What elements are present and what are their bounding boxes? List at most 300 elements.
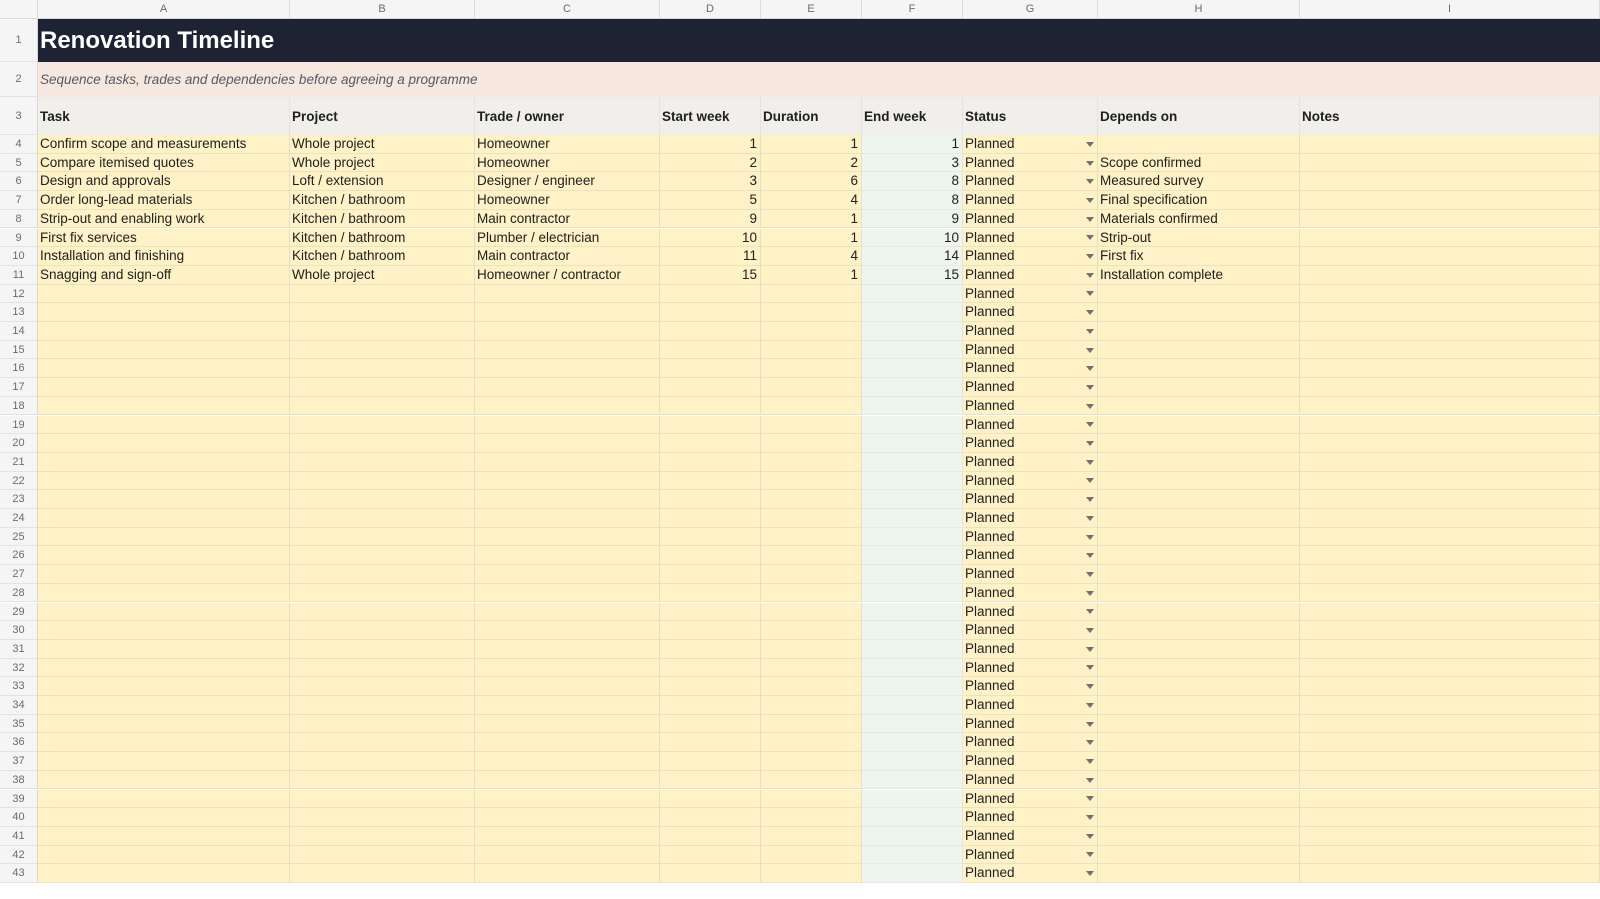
cell-owner[interactable] <box>475 378 660 397</box>
cell-start[interactable] <box>660 733 761 752</box>
cell-end[interactable] <box>862 509 963 528</box>
cell-end[interactable] <box>862 490 963 509</box>
cell-project[interactable] <box>290 397 475 416</box>
row-number[interactable]: 2 <box>0 62 38 97</box>
cell-project[interactable]: Kitchen / bathroom <box>290 247 475 266</box>
cell-owner[interactable] <box>475 322 660 341</box>
dropdown-arrow-icon[interactable] <box>1086 366 1094 371</box>
cell-depends[interactable] <box>1098 378 1300 397</box>
cell-task[interactable] <box>38 677 290 696</box>
row-number[interactable]: 5 <box>0 154 38 173</box>
cell-task[interactable]: Confirm scope and measurements <box>38 135 290 154</box>
cell-status[interactable] <box>963 303 1098 322</box>
cell-owner[interactable]: Homeowner <box>475 135 660 154</box>
cell-duration[interactable] <box>761 621 862 640</box>
cell-status[interactable] <box>963 191 1098 210</box>
header-project[interactable]: Project <box>290 97 475 135</box>
row-number[interactable]: 19 <box>0 416 38 435</box>
cell-task[interactable]: Order long-lead materials <box>38 191 290 210</box>
cell-task[interactable] <box>38 715 290 734</box>
row-number[interactable]: 20 <box>0 434 38 453</box>
header-end-week[interactable]: End week <box>862 97 963 135</box>
cell-end[interactable]: 15 <box>862 266 963 285</box>
row-number[interactable]: 28 <box>0 584 38 603</box>
cell-depends[interactable] <box>1098 584 1300 603</box>
cell-end[interactable]: 14 <box>862 247 963 266</box>
cell-project[interactable] <box>290 322 475 341</box>
cell-end[interactable] <box>862 659 963 678</box>
row-number[interactable]: 11 <box>0 266 38 285</box>
cell-task[interactable] <box>38 509 290 528</box>
dropdown-arrow-icon[interactable] <box>1086 572 1094 577</box>
cell-task[interactable] <box>38 733 290 752</box>
cell-depends[interactable] <box>1098 790 1300 809</box>
cell-owner[interactable] <box>475 490 660 509</box>
cell-project[interactable] <box>290 659 475 678</box>
cell-project[interactable] <box>290 453 475 472</box>
cell-notes[interactable] <box>1300 266 1600 285</box>
cell-end[interactable]: 8 <box>862 172 963 191</box>
cell-depends[interactable] <box>1098 808 1300 827</box>
cell-start[interactable] <box>660 453 761 472</box>
cell-depends[interactable] <box>1098 715 1300 734</box>
cell-end[interactable] <box>862 378 963 397</box>
cell-status[interactable] <box>963 696 1098 715</box>
cell-owner[interactable] <box>475 565 660 584</box>
cell-depends[interactable]: First fix <box>1098 247 1300 266</box>
cell-duration[interactable] <box>761 397 862 416</box>
cell-owner[interactable] <box>475 677 660 696</box>
cell-owner[interactable] <box>475 528 660 547</box>
select-all-corner[interactable] <box>0 0 38 18</box>
cell-status[interactable] <box>963 846 1098 865</box>
cell-project[interactable] <box>290 341 475 360</box>
cell-depends[interactable]: Installation complete <box>1098 266 1300 285</box>
cell-start[interactable] <box>660 846 761 865</box>
cell-start[interactable] <box>660 808 761 827</box>
dropdown-arrow-icon[interactable] <box>1086 198 1094 203</box>
cell-end[interactable] <box>862 397 963 416</box>
cell-project[interactable] <box>290 696 475 715</box>
cell-depends[interactable] <box>1098 603 1300 622</box>
dropdown-arrow-icon[interactable] <box>1086 460 1094 465</box>
cell-owner[interactable]: Main contractor <box>475 247 660 266</box>
row-number[interactable]: 18 <box>0 397 38 416</box>
cell-status[interactable] <box>963 172 1098 191</box>
cell-end[interactable] <box>862 790 963 809</box>
cell-end[interactable] <box>862 472 963 491</box>
cell-duration[interactable] <box>761 846 862 865</box>
dropdown-arrow-icon[interactable] <box>1086 815 1094 820</box>
cell-owner[interactable]: Main contractor <box>475 210 660 229</box>
dropdown-arrow-icon[interactable] <box>1086 385 1094 390</box>
row-number[interactable]: 36 <box>0 733 38 752</box>
cell-project[interactable]: Whole project <box>290 154 475 173</box>
cell-task[interactable]: Strip-out and enabling work <box>38 210 290 229</box>
cell-owner[interactable] <box>475 472 660 491</box>
cell-notes[interactable] <box>1300 546 1600 565</box>
cell-start[interactable] <box>660 771 761 790</box>
dropdown-arrow-icon[interactable] <box>1086 778 1094 783</box>
cell-project[interactable] <box>290 565 475 584</box>
cell-status[interactable] <box>963 808 1098 827</box>
dropdown-arrow-icon[interactable] <box>1086 478 1094 483</box>
cell-start[interactable] <box>660 546 761 565</box>
cell-owner[interactable] <box>475 715 660 734</box>
cell-status[interactable] <box>963 546 1098 565</box>
header-start-week[interactable]: Start week <box>660 97 761 135</box>
cell-task[interactable] <box>38 752 290 771</box>
cell-depends[interactable] <box>1098 359 1300 378</box>
cell-project[interactable] <box>290 827 475 846</box>
cell-end[interactable] <box>862 341 963 360</box>
cell-status[interactable] <box>963 154 1098 173</box>
cell-depends[interactable]: Materials confirmed <box>1098 210 1300 229</box>
cell-end[interactable] <box>862 808 963 827</box>
cell-duration[interactable]: 1 <box>761 266 862 285</box>
cell-notes[interactable] <box>1300 416 1600 435</box>
cell-task[interactable] <box>38 472 290 491</box>
sheet-subtitle[interactable]: Sequence tasks, trades and dependencies before agreeing a programme <box>38 62 1600 97</box>
cell-owner[interactable]: Homeowner <box>475 154 660 173</box>
cell-end[interactable] <box>862 846 963 865</box>
dropdown-arrow-icon[interactable] <box>1086 441 1094 446</box>
cell-end[interactable] <box>862 752 963 771</box>
cell-task[interactable] <box>38 546 290 565</box>
cell-task[interactable] <box>38 827 290 846</box>
dropdown-arrow-icon[interactable] <box>1086 291 1094 296</box>
cell-status[interactable] <box>963 565 1098 584</box>
sheet-title[interactable]: Renovation Timeline <box>38 19 1600 62</box>
cell-owner[interactable] <box>475 341 660 360</box>
cell-task[interactable] <box>38 359 290 378</box>
cell-duration[interactable] <box>761 659 862 678</box>
cell-depends[interactable]: Scope confirmed <box>1098 154 1300 173</box>
cell-start[interactable] <box>660 322 761 341</box>
cell-end[interactable] <box>862 715 963 734</box>
cell-owner[interactable] <box>475 659 660 678</box>
cell-duration[interactable] <box>761 378 862 397</box>
header-duration[interactable]: Duration <box>761 97 862 135</box>
cell-depends[interactable] <box>1098 453 1300 472</box>
cell-project[interactable]: Kitchen / bathroom <box>290 229 475 248</box>
cell-notes[interactable] <box>1300 434 1600 453</box>
dropdown-arrow-icon[interactable] <box>1086 628 1094 633</box>
cell-project[interactable] <box>290 509 475 528</box>
cell-status[interactable] <box>963 359 1098 378</box>
cell-status[interactable] <box>963 453 1098 472</box>
cell-notes[interactable] <box>1300 640 1600 659</box>
cell-duration[interactable] <box>761 715 862 734</box>
row-number[interactable]: 14 <box>0 322 38 341</box>
cell-start[interactable]: 5 <box>660 191 761 210</box>
cell-duration[interactable] <box>761 640 862 659</box>
cell-task[interactable] <box>38 453 290 472</box>
cell-duration[interactable] <box>761 303 862 322</box>
cell-status[interactable] <box>963 733 1098 752</box>
cell-status[interactable] <box>963 266 1098 285</box>
cell-depends[interactable] <box>1098 135 1300 154</box>
cell-depends[interactable]: Measured survey <box>1098 172 1300 191</box>
cell-depends[interactable]: Final specification <box>1098 191 1300 210</box>
cell-depends[interactable] <box>1098 490 1300 509</box>
row-number[interactable]: 8 <box>0 210 38 229</box>
cell-owner[interactable] <box>475 640 660 659</box>
cell-status[interactable] <box>963 528 1098 547</box>
dropdown-arrow-icon[interactable] <box>1086 516 1094 521</box>
cell-start[interactable] <box>660 752 761 771</box>
cell-owner[interactable] <box>475 416 660 435</box>
cell-end[interactable] <box>862 434 963 453</box>
cell-notes[interactable] <box>1300 135 1600 154</box>
cell-status[interactable] <box>963 621 1098 640</box>
cell-status[interactable] <box>963 659 1098 678</box>
row-number[interactable]: 40 <box>0 808 38 827</box>
cell-duration[interactable] <box>761 603 862 622</box>
cell-owner[interactable] <box>475 434 660 453</box>
cell-depends[interactable] <box>1098 696 1300 715</box>
cell-depends[interactable] <box>1098 509 1300 528</box>
cell-project[interactable] <box>290 359 475 378</box>
cell-duration[interactable] <box>761 322 862 341</box>
row-number[interactable]: 10 <box>0 247 38 266</box>
cell-task[interactable] <box>38 771 290 790</box>
row-number[interactable]: 21 <box>0 453 38 472</box>
cell-start[interactable] <box>660 303 761 322</box>
cell-duration[interactable] <box>761 864 862 883</box>
dropdown-arrow-icon[interactable] <box>1086 740 1094 745</box>
cell-task[interactable] <box>38 303 290 322</box>
cell-duration[interactable] <box>761 565 862 584</box>
row-number[interactable]: 1 <box>0 19 38 62</box>
cell-start[interactable] <box>660 621 761 640</box>
cell-project[interactable]: Whole project <box>290 266 475 285</box>
cell-depends[interactable] <box>1098 546 1300 565</box>
cell-start[interactable] <box>660 640 761 659</box>
cell-end[interactable] <box>862 565 963 584</box>
cell-task[interactable] <box>38 584 290 603</box>
row-number[interactable]: 29 <box>0 603 38 622</box>
cell-end[interactable] <box>862 621 963 640</box>
cell-owner[interactable] <box>475 846 660 865</box>
cell-start[interactable]: 9 <box>660 210 761 229</box>
cell-end[interactable] <box>862 733 963 752</box>
cell-start[interactable]: 10 <box>660 229 761 248</box>
cell-end[interactable]: 8 <box>862 191 963 210</box>
cell-start[interactable] <box>660 528 761 547</box>
cell-owner[interactable] <box>475 864 660 883</box>
cell-project[interactable] <box>290 434 475 453</box>
cell-status[interactable] <box>963 210 1098 229</box>
cell-project[interactable]: Kitchen / bathroom <box>290 210 475 229</box>
cell-notes[interactable] <box>1300 808 1600 827</box>
cell-start[interactable] <box>660 659 761 678</box>
cell-duration[interactable]: 4 <box>761 191 862 210</box>
row-number[interactable]: 17 <box>0 378 38 397</box>
cell-depends[interactable] <box>1098 285 1300 304</box>
cell-notes[interactable] <box>1300 846 1600 865</box>
cell-duration[interactable] <box>761 453 862 472</box>
cell-end[interactable] <box>862 285 963 304</box>
row-number[interactable]: 26 <box>0 546 38 565</box>
row-number[interactable]: 24 <box>0 509 38 528</box>
dropdown-arrow-icon[interactable] <box>1086 497 1094 502</box>
cell-task[interactable]: Compare itemised quotes <box>38 154 290 173</box>
row-number[interactable]: 33 <box>0 677 38 696</box>
row-number[interactable]: 7 <box>0 191 38 210</box>
dropdown-arrow-icon[interactable] <box>1086 553 1094 558</box>
cell-owner[interactable]: Homeowner <box>475 191 660 210</box>
cell-project[interactable] <box>290 303 475 322</box>
cell-start[interactable]: 1 <box>660 135 761 154</box>
cell-owner[interactable] <box>475 359 660 378</box>
row-number[interactable]: 27 <box>0 565 38 584</box>
cell-notes[interactable] <box>1300 378 1600 397</box>
cell-depends[interactable] <box>1098 752 1300 771</box>
cell-task[interactable] <box>38 397 290 416</box>
cell-owner[interactable] <box>475 771 660 790</box>
cell-notes[interactable] <box>1300 229 1600 248</box>
cell-end[interactable] <box>862 864 963 883</box>
cell-notes[interactable] <box>1300 696 1600 715</box>
cell-depends[interactable] <box>1098 733 1300 752</box>
column-h-header[interactable]: H <box>1098 0 1300 18</box>
cell-duration[interactable]: 6 <box>761 172 862 191</box>
cell-start[interactable] <box>660 472 761 491</box>
row-number[interactable]: 43 <box>0 864 38 883</box>
cell-start[interactable] <box>660 696 761 715</box>
row-number[interactable]: 22 <box>0 472 38 491</box>
cell-project[interactable] <box>290 490 475 509</box>
cell-depends[interactable] <box>1098 640 1300 659</box>
cell-task[interactable] <box>38 846 290 865</box>
row-number[interactable]: 15 <box>0 341 38 360</box>
cell-project[interactable]: Whole project <box>290 135 475 154</box>
cell-start[interactable] <box>660 378 761 397</box>
cell-duration[interactable] <box>761 771 862 790</box>
cell-depends[interactable] <box>1098 565 1300 584</box>
row-number[interactable]: 42 <box>0 846 38 865</box>
dropdown-arrow-icon[interactable] <box>1086 684 1094 689</box>
cell-duration[interactable] <box>761 472 862 491</box>
cell-depends[interactable] <box>1098 341 1300 360</box>
cell-task[interactable] <box>38 285 290 304</box>
cell-status[interactable] <box>963 397 1098 416</box>
cell-status[interactable] <box>963 247 1098 266</box>
cell-start[interactable] <box>660 359 761 378</box>
cell-start[interactable] <box>660 416 761 435</box>
cell-end[interactable] <box>862 528 963 547</box>
cell-notes[interactable] <box>1300 584 1600 603</box>
cell-start[interactable]: 3 <box>660 172 761 191</box>
row-number[interactable]: 41 <box>0 827 38 846</box>
cell-notes[interactable] <box>1300 790 1600 809</box>
cell-start[interactable] <box>660 715 761 734</box>
cell-owner[interactable] <box>475 790 660 809</box>
cell-depends[interactable] <box>1098 472 1300 491</box>
cell-owner[interactable] <box>475 752 660 771</box>
cell-end[interactable] <box>862 546 963 565</box>
cell-status[interactable] <box>963 752 1098 771</box>
row-number[interactable]: 34 <box>0 696 38 715</box>
cell-status[interactable] <box>963 490 1098 509</box>
cell-duration[interactable] <box>761 359 862 378</box>
cell-task[interactable] <box>38 640 290 659</box>
cell-task[interactable] <box>38 528 290 547</box>
cell-project[interactable] <box>290 733 475 752</box>
cell-project[interactable] <box>290 472 475 491</box>
cell-project[interactable] <box>290 715 475 734</box>
cell-task[interactable] <box>38 659 290 678</box>
cell-owner[interactable] <box>475 546 660 565</box>
cell-end[interactable] <box>862 359 963 378</box>
cell-project[interactable] <box>290 790 475 809</box>
cell-duration[interactable] <box>761 752 862 771</box>
cell-notes[interactable] <box>1300 247 1600 266</box>
cell-start[interactable] <box>660 509 761 528</box>
cell-project[interactable] <box>290 808 475 827</box>
cell-duration[interactable] <box>761 341 862 360</box>
cell-duration[interactable]: 4 <box>761 247 862 266</box>
cell-owner[interactable] <box>475 397 660 416</box>
cell-project[interactable] <box>290 378 475 397</box>
cell-notes[interactable] <box>1300 341 1600 360</box>
cell-end[interactable] <box>862 453 963 472</box>
cell-project[interactable] <box>290 546 475 565</box>
cell-status[interactable] <box>963 322 1098 341</box>
cell-duration[interactable] <box>761 733 862 752</box>
cell-duration[interactable] <box>761 790 862 809</box>
cell-depends[interactable] <box>1098 846 1300 865</box>
cell-project[interactable] <box>290 285 475 304</box>
cell-owner[interactable]: Plumber / electrician <box>475 229 660 248</box>
cell-notes[interactable] <box>1300 827 1600 846</box>
cell-depends[interactable] <box>1098 827 1300 846</box>
row-number[interactable]: 9 <box>0 229 38 248</box>
column-c-header[interactable]: C <box>475 0 660 18</box>
cell-duration[interactable]: 1 <box>761 210 862 229</box>
cell-notes[interactable] <box>1300 677 1600 696</box>
cell-status[interactable] <box>963 715 1098 734</box>
cell-owner[interactable] <box>475 603 660 622</box>
cell-status[interactable] <box>963 416 1098 435</box>
cell-duration[interactable] <box>761 584 862 603</box>
cell-owner[interactable] <box>475 621 660 640</box>
dropdown-arrow-icon[interactable] <box>1086 647 1094 652</box>
cell-notes[interactable] <box>1300 659 1600 678</box>
cell-status[interactable] <box>963 341 1098 360</box>
column-b-header[interactable]: B <box>290 0 475 18</box>
cell-end[interactable]: 9 <box>862 210 963 229</box>
cell-notes[interactable] <box>1300 472 1600 491</box>
cell-duration[interactable]: 1 <box>761 135 862 154</box>
dropdown-arrow-icon[interactable] <box>1086 591 1094 596</box>
cell-owner[interactable] <box>475 584 660 603</box>
cell-notes[interactable] <box>1300 621 1600 640</box>
cell-status[interactable] <box>963 509 1098 528</box>
cell-notes[interactable] <box>1300 359 1600 378</box>
dropdown-arrow-icon[interactable] <box>1086 404 1094 409</box>
cell-owner[interactable] <box>475 453 660 472</box>
cell-status[interactable] <box>963 677 1098 696</box>
cell-duration[interactable] <box>761 696 862 715</box>
row-number[interactable]: 23 <box>0 490 38 509</box>
cell-depends[interactable] <box>1098 322 1300 341</box>
cell-depends[interactable]: Strip-out <box>1098 229 1300 248</box>
column-i-header[interactable]: I <box>1300 0 1600 18</box>
dropdown-arrow-icon[interactable] <box>1086 722 1094 727</box>
cell-depends[interactable] <box>1098 434 1300 453</box>
